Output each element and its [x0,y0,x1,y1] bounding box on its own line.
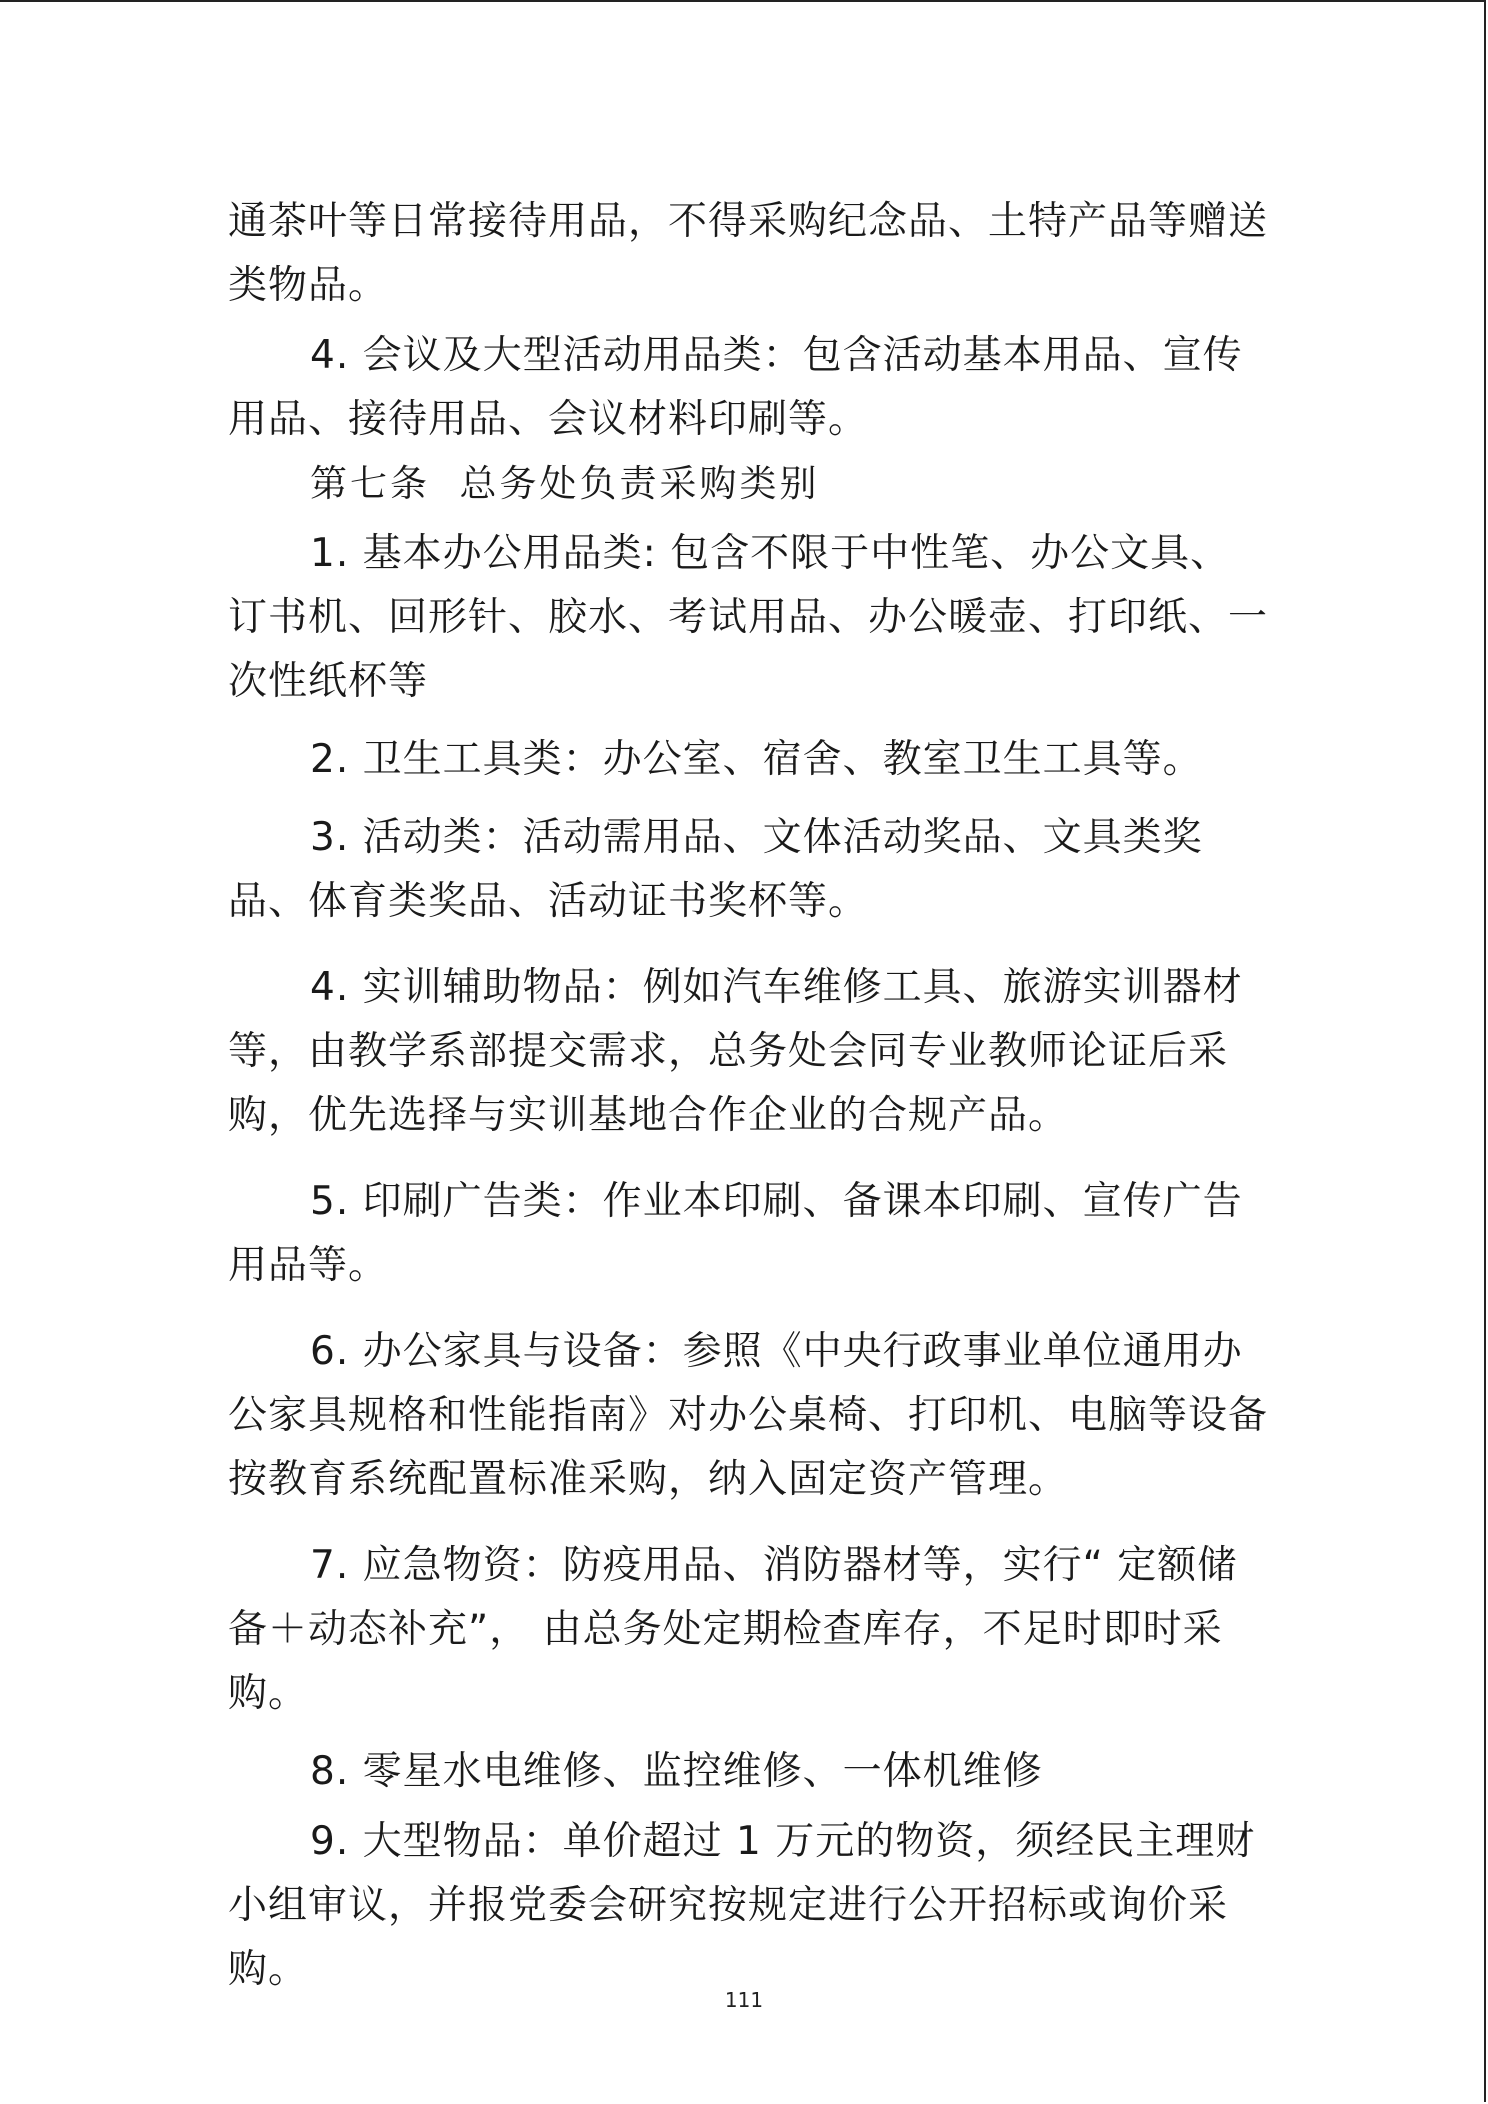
paragraph-item-7-emergency-supplies: 7. 应急物资：防疫用品、消防器材等，实行“ 定额储备＋动态补充”， 由总务处定期检查库存，不足时即时采购。 [228,1543,1238,1716]
article-7-heading: 第七条 总务处负责采购类别 [310,462,820,505]
paragraph-item-2-cleaning-tools: 2. 卫生工具类：办公室、宿舍、教室卫生工具等。 [310,737,1203,782]
paragraph-item-8-repairs: 8. 零星水电维修、监控维修、一体机维修 [310,1749,1043,1794]
paragraph-continuation: 通茶叶等日常接待用品，不得采购纪念品、土特产品等赠送类物品。 [228,199,1269,308]
paragraph-item-1-office-supplies: 1. 基本办公用品类: 包含不限于中性笔、办公文具、订书机、回形针、胶水、考试用品、办公暖壶、打印纸、一次性纸杯等 [228,531,1269,704]
paragraph-item-4-training-aids: 4. 实训辅助物品：例如汽车维修工具、旅游实训器材等，由教学系部提交需求，总务处会同专业教师论证后采购，优先选择与实训基地合作企业的合规产品。 [228,965,1243,1138]
paragraph-item-4-meeting-supplies: 4. 会议及大型活动用品类：包含活动基本用品、宣传用品、接待用品、会议材料印刷等。 [228,333,1243,442]
paragraph-item-9-large-items: 9. 大型物品：单价超过 1 万元的物资，须经民主理财小组审议，并报党委会研究按规定进行公开招标或询价采购。 [228,1819,1256,1992]
paragraph-item-3-activities: 3. 活动类：活动需用品、文体活动奖品、文具类奖品、体育类奖品、活动证书奖杯等。 [228,815,1203,924]
document-body [228,190,1268,2002]
page-number: 111 [724,1988,764,2012]
paragraph-item-5-printing-ads: 5. 印刷广告类：作业本印刷、备课本印刷、宣传广告用品等。 [228,1179,1243,1288]
paragraph-item-6-furniture-equipment: 6. 办公家具与设备：参照《中央行政事业单位通用办公家具规格和性能指南》对办公桌椅、打印机、电脑等设备按教育系统配置标准采购，纳入固定资产管理。 [228,1329,1269,1502]
